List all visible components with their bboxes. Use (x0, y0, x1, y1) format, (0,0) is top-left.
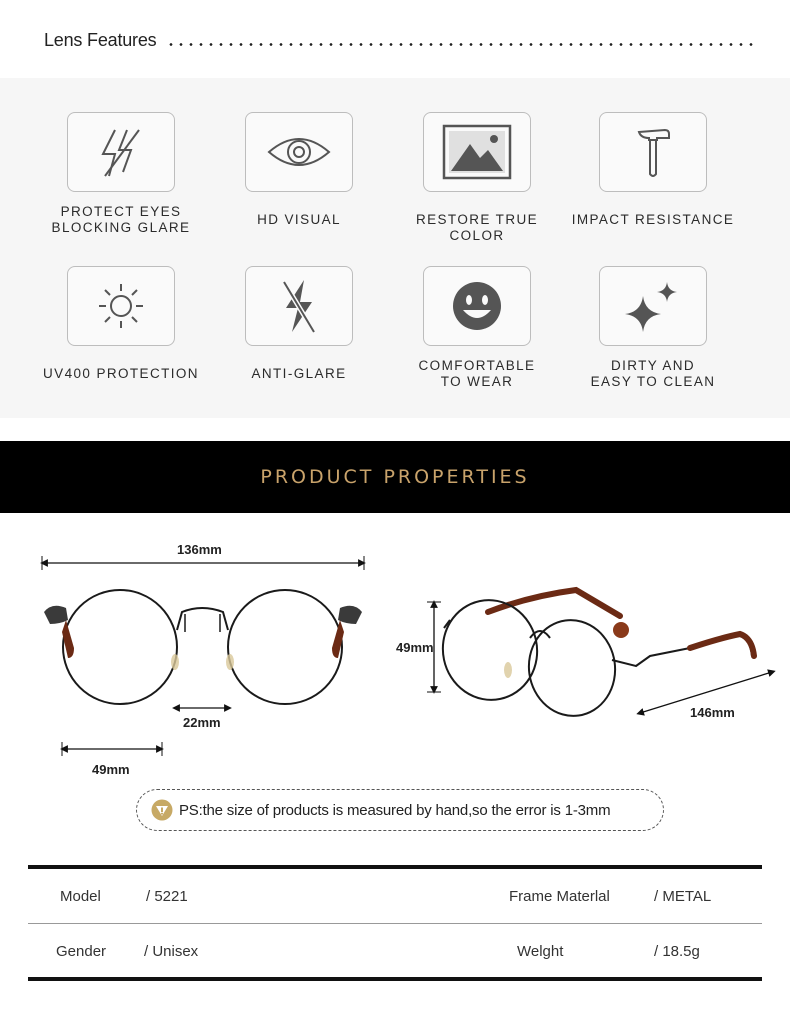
smiley-icon (451, 280, 503, 332)
note-text: PS:the size of products is measured by hand,so the error is 1-3mm (179, 801, 611, 819)
feature-label: UV400 PROTECTION (43, 366, 199, 381)
band-title: PRODUCT PROPERTIES (260, 466, 530, 488)
mountain-image-icon (442, 124, 512, 180)
feature-anti-glare (209, 266, 389, 382)
feature-icon-box (599, 112, 707, 192)
spec-value-frame-material: / METAL (654, 887, 712, 905)
spec-table (28, 865, 762, 981)
feature-comfortable (387, 266, 567, 390)
spec-value-model: / 5221 (146, 887, 188, 905)
feature-label: ANTI-GLARE (251, 366, 347, 381)
bridge-width-label: 22mm (183, 715, 221, 730)
feature-icon-box (67, 112, 175, 192)
sparkle-icon (623, 278, 683, 334)
feature-icon-box (599, 266, 707, 346)
lens-features-header (44, 26, 754, 54)
front-view-diagram (0, 520, 390, 790)
feature-label: DIRTY AND EASY TO CLEAN (590, 358, 716, 389)
sun-icon (96, 281, 146, 331)
spec-label-weight: Welght (517, 942, 564, 960)
product-properties-band (0, 441, 790, 513)
table-bottom-rule (28, 977, 762, 981)
table-row (28, 923, 762, 977)
feature-icon-box (423, 112, 531, 192)
feature-label: HD VISUAL (257, 212, 341, 227)
feature-hd-visual (209, 112, 389, 228)
feature-icon-box (67, 266, 175, 346)
temple-length-label: 146mm (690, 705, 735, 720)
total-width-label: 136mm (177, 542, 222, 557)
feature-label: PROTECT EYES BLOCKING GLARE (51, 204, 191, 235)
features-panel (0, 78, 790, 418)
dotted-leader (166, 43, 754, 46)
lens-height-label: 49mm (396, 640, 434, 655)
angled-view-diagram (390, 520, 790, 790)
lens-width-label: 49mm (92, 762, 130, 777)
feature-uv400 (31, 266, 211, 382)
spec-label-gender: Gender (56, 942, 107, 960)
spec-label-frame-material: Frame Materlal (509, 887, 610, 905)
anti-glare-icon (274, 276, 324, 336)
dimension-diagrams (0, 520, 790, 790)
spec-value-weight: / 18.5g (654, 942, 700, 960)
feature-easy-clean (563, 266, 743, 390)
measurement-note (136, 789, 664, 831)
feature-icon-box (245, 112, 353, 192)
feature-label: COMFORTABLE TO WEAR (418, 358, 536, 389)
table-row (28, 869, 762, 923)
feature-label: RESTORE TRUE COLOR (415, 212, 539, 243)
feature-label: IMPACT RESISTANCE (571, 212, 735, 227)
warning-icon (151, 799, 173, 821)
hammer-icon (633, 124, 673, 180)
feature-restore-color (387, 112, 567, 244)
spec-value-gender: / Unisex (144, 942, 199, 960)
spec-label-model: Model (60, 887, 101, 905)
section-title: Lens Features (44, 29, 157, 50)
feature-icon-box (245, 266, 353, 346)
lightning-slash-icon (91, 122, 151, 182)
feature-impact-resistance (563, 112, 743, 228)
eye-icon (266, 132, 332, 172)
feature-protect-eyes (31, 112, 211, 236)
feature-icon-box (423, 266, 531, 346)
